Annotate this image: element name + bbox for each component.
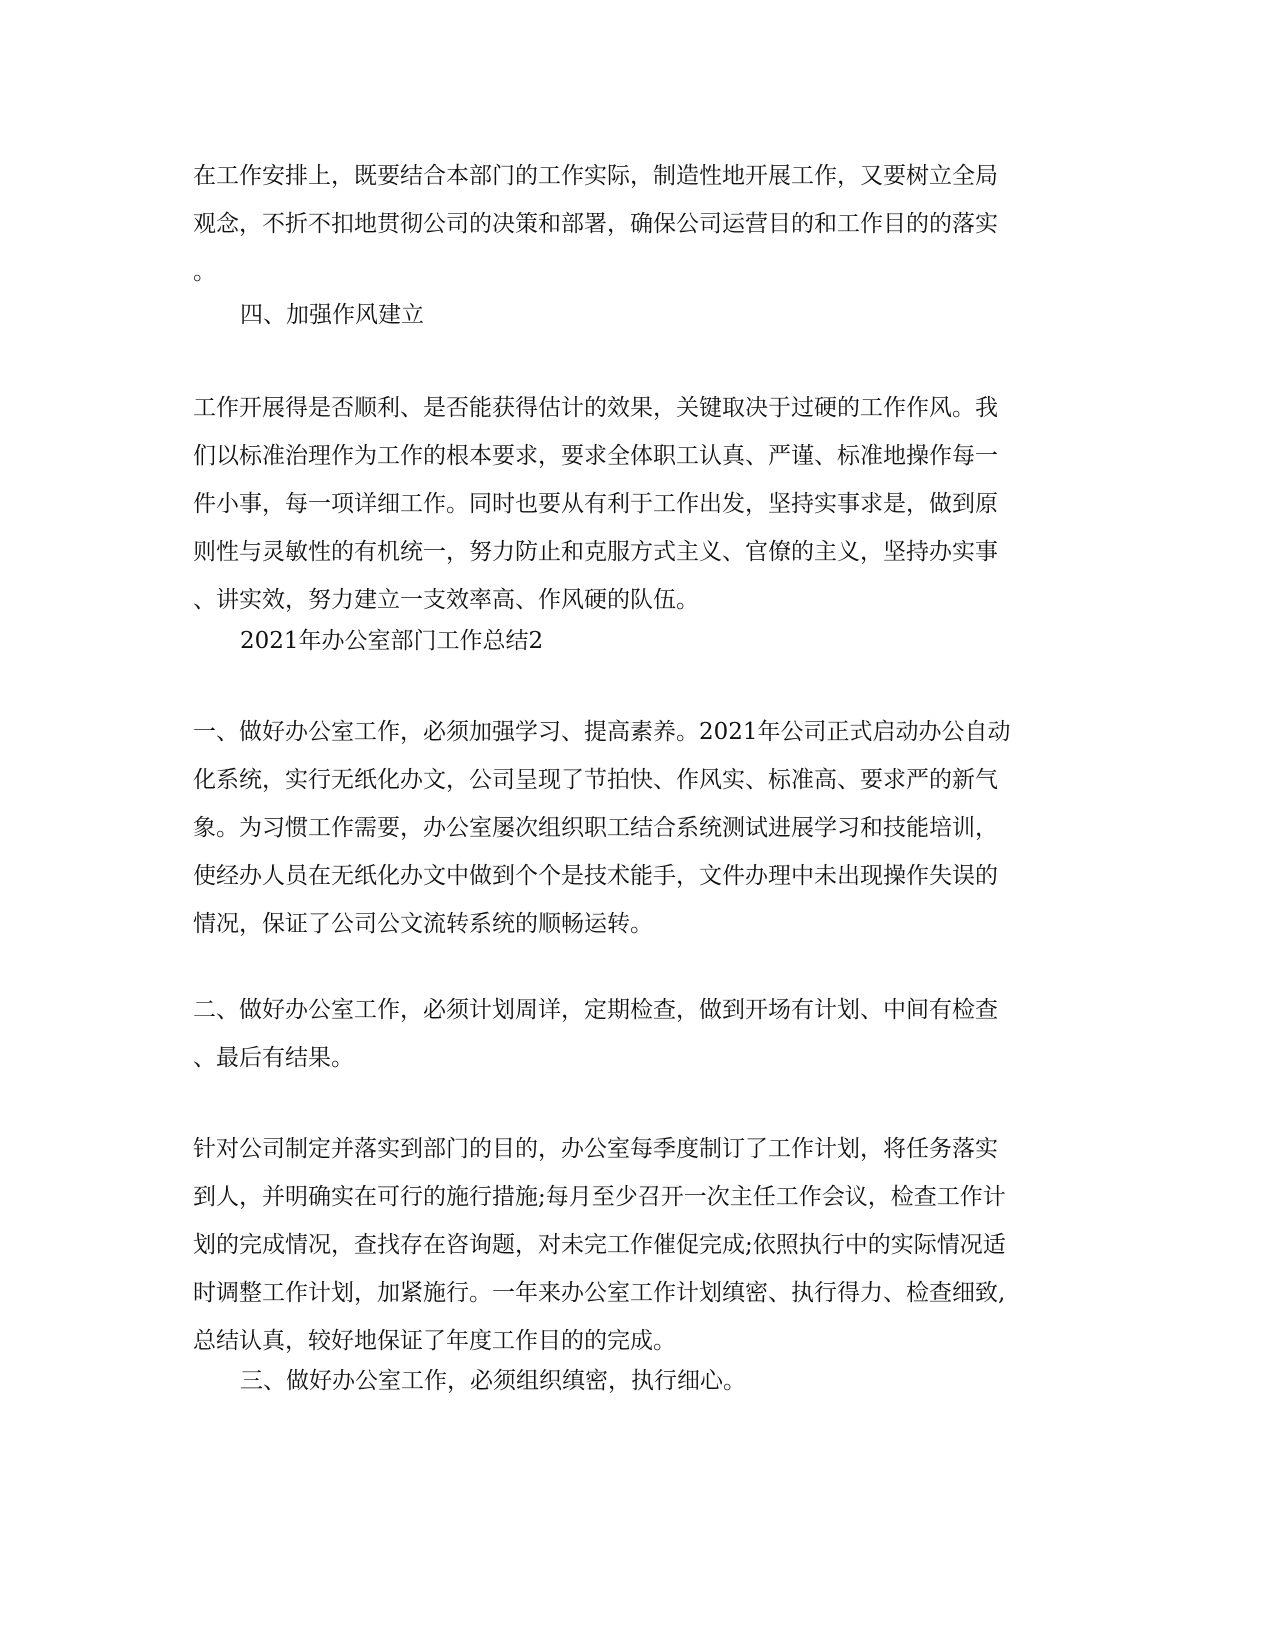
paragraph-line: 到人，并明确实在可行的施行措施;每月至少召开一次主任工作会议，检查工作计: [193, 1184, 1006, 1210]
paragraph-study: [193, 708, 1075, 948]
paragraph-line: 在工作安排上，既要结合本部门的工作实际，制造性地开展工作，又要树立全局: [193, 163, 998, 189]
paragraph-work-arrangement: [193, 152, 1075, 296]
paragraph-line: 观念，不折不扣地贯彻公司的决策和部署，确保公司运营目的和工作目的的落实: [193, 211, 998, 237]
paragraph-line: 二、做好办公室工作，必须计划周详，定期检查，做到开场有计划、中间有检查: [193, 997, 998, 1023]
paragraph-goal-implementation: [193, 1125, 1075, 1365]
paragraph-line: 情况，保证了公司公文流转系统的顺畅运转。: [193, 911, 653, 937]
paragraph-line: 针对公司制定并落实到部门的目的，办公室每季度制订了工作计划，将任务落实: [193, 1136, 998, 1162]
paragraph-line: 、最后有结果。: [193, 1045, 354, 1071]
paragraph-line: 时调整工作计划，加紧施行。一年来办公室工作计划缜密、执行得力、检查细致,: [193, 1280, 1006, 1306]
paragraph-planning: [193, 986, 1075, 1082]
section-heading-4: 四、加强作风建立: [240, 302, 424, 328]
paragraph-line: 划的完成情况，查找存在咨询题，对未完工作催促完成;依照执行中的实际情况适: [193, 1232, 1006, 1258]
paragraph-line: 、讲实效，努力建立一支效率高、作风硬的队伍。: [193, 587, 699, 613]
paragraph-line: 总结认真，较好地保证了年度工作目的的完成。: [193, 1328, 676, 1354]
document-section-title: 2021年办公室部门工作总结2: [240, 628, 544, 654]
paragraph-line: 们以标准治理作为工作的根本要求，要求全体职工认真、严谨、标准地操作每一: [193, 443, 998, 469]
paragraph-line: 工作开展得是否顺利、是否能获得估计的效果，关键取决于过硬的工作作风。我: [193, 395, 998, 421]
paragraph-work-style: [193, 384, 1075, 624]
paragraph-line: 化系统，实行无纸化办文，公司呈现了节拍快、作风实、标准高、要求严的新气: [193, 767, 998, 793]
paragraph-line: 则性与灵敏性的有机统一，努力防止和克服方式主义、官僚的主义，坚持办实事: [193, 539, 998, 565]
paragraph-line: 件小事，每一项详细工作。同时也要从有利于工作出发，坚持实事求是，做到原: [193, 491, 998, 517]
paragraph-line: 。: [193, 259, 216, 285]
paragraph-line: 使经办人员在无纸化办文中做到个个是技术能手，文件办理中未出现操作失误的: [193, 863, 998, 889]
paragraph-line: 象。为习惯工作需要，办公室屡次组织职工结合系统测试进展学习和技能培训，: [193, 815, 998, 841]
section-heading-3: 三、做好办公室工作，必须组织缜密，执行细心。: [240, 1368, 746, 1394]
paragraph-line: 一、做好办公室工作，必须加强学习、提高素养。2021年公司正式启动办公自动: [193, 719, 1011, 745]
